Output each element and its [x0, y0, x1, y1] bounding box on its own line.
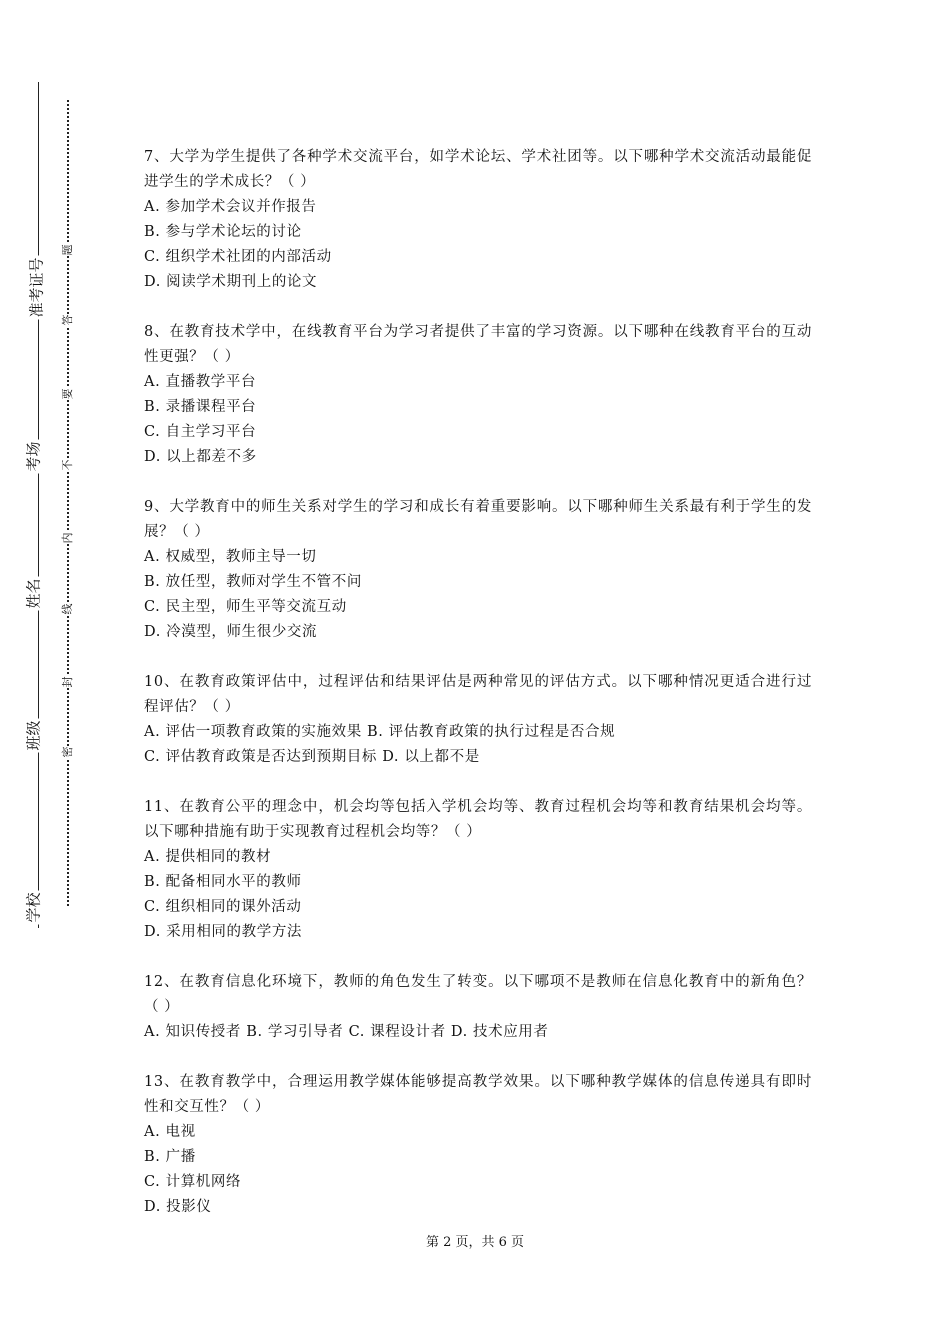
seal-char: 密 — [61, 746, 74, 758]
option-c: C. 民主型，师生平等交流互动 — [144, 599, 347, 615]
school-label: 学校 — [24, 892, 43, 923]
option-a: A. 电视 — [144, 1124, 196, 1140]
exam-room-label: 考场 — [24, 441, 43, 472]
option-c: C. 自主学习平台 — [144, 424, 257, 440]
seal-char: 封 — [61, 676, 74, 688]
option-b: B. 广播 — [144, 1149, 196, 1165]
option-a: A. 提供相同的教材 — [144, 849, 272, 865]
option-b: B. 参与学术论坛的讨论 — [144, 224, 302, 240]
options-row-cd: C. 评估教育政策是否达到预期目标 D. 以上都不是 — [144, 749, 480, 765]
options-row-ab: A. 评估一项教育政策的实施效果 B. 评估教育政策的执行过程是否合规 — [144, 724, 616, 740]
options-row-abcd: A. 知识传授者 B. 学习引导者 C. 课程设计者 D. 技术应用者 — [144, 1024, 549, 1040]
question-stem: 10、在教育政策评估中，过程评估和结果评估是两种常见的评估方式。以下哪种情况更适合进行过程评估？（ ） — [144, 674, 812, 715]
class-label: 班级 — [24, 720, 43, 751]
binding-solid-line — [38, 82, 39, 928]
question-stem: 7、大学为学生提供了各种学术交流平台，如学术论坛、学术社团等。以下哪种学术交流活动最能促进学生的学术成长？（ ） — [144, 149, 812, 190]
question-list — [144, 145, 812, 1245]
question-10 — [144, 670, 812, 770]
seal-char: 要 — [61, 388, 74, 400]
seal-char: 内 — [61, 532, 74, 544]
question-9 — [144, 495, 812, 645]
question-11 — [144, 795, 812, 945]
option-c: C. 计算机网络 — [144, 1174, 242, 1190]
seal-char: 不 — [61, 459, 74, 471]
question-7 — [144, 145, 812, 295]
option-b: B. 录播课程平台 — [144, 399, 257, 415]
seal-char: 答 — [61, 314, 74, 326]
option-a: A. 直播教学平台 — [144, 374, 257, 390]
name-label: 姓名 — [24, 578, 43, 609]
option-a: A. 参加学术会议并作报告 — [144, 199, 317, 215]
seal-char: 线 — [61, 603, 74, 615]
binding-dotted-line — [67, 100, 69, 906]
option-b: B. 配备相同水平的教师 — [144, 874, 302, 890]
question-12 — [144, 970, 812, 1045]
option-a: A. 权威型，教师主导一切 — [144, 549, 317, 565]
option-b: B. 放任型，教师对学生不管不问 — [144, 574, 362, 590]
question-stem: 12、在教育信息化环境下，教师的角色发生了转变。以下哪项不是教师在信息化教育中的新角色？（ ） — [144, 974, 812, 1015]
exam-number-label: 准考证号 — [27, 257, 46, 318]
page-number: 第 2 页，共 6 页 — [425, 1235, 525, 1250]
option-d: D. 冷漠型，师生很少交流 — [144, 624, 318, 640]
question-stem: 8、在教育技术学中，在线教育平台为学习者提供了丰富的学习资源。以下哪种在线教育平台的互动性更强？（ ） — [144, 324, 812, 365]
seal-char: 题 — [61, 244, 74, 256]
option-d: D. 投影仪 — [144, 1199, 212, 1215]
option-d: D. 阅读学术期刊上的论文 — [144, 274, 318, 290]
option-d: D. 以上都差不多 — [144, 449, 257, 465]
question-stem: 11、在教育公平的理念中，机会均等包括入学机会均等、教育过程机会均等和教育结果机会均等。以下哪种措施有助于实现教育过程机会均等？（ ） — [144, 799, 812, 840]
option-d: D. 采用相同的教学方法 — [144, 924, 303, 940]
question-8 — [144, 320, 812, 470]
question-stem: 9、大学教育中的师生关系对学生的学习和成长有着重要影响。以下哪种师生关系最有利于学生的发展？（ ） — [144, 499, 812, 540]
question-stem: 13、在教育教学中，合理运用教学媒体能够提高教学效果。以下哪种教学媒体的信息传递具有即时性和交互性？（ ） — [144, 1074, 812, 1115]
option-c: C. 组织学术社团的内部活动 — [144, 249, 332, 265]
option-c: C. 组织相同的课外活动 — [144, 899, 302, 915]
question-13 — [144, 1070, 812, 1220]
